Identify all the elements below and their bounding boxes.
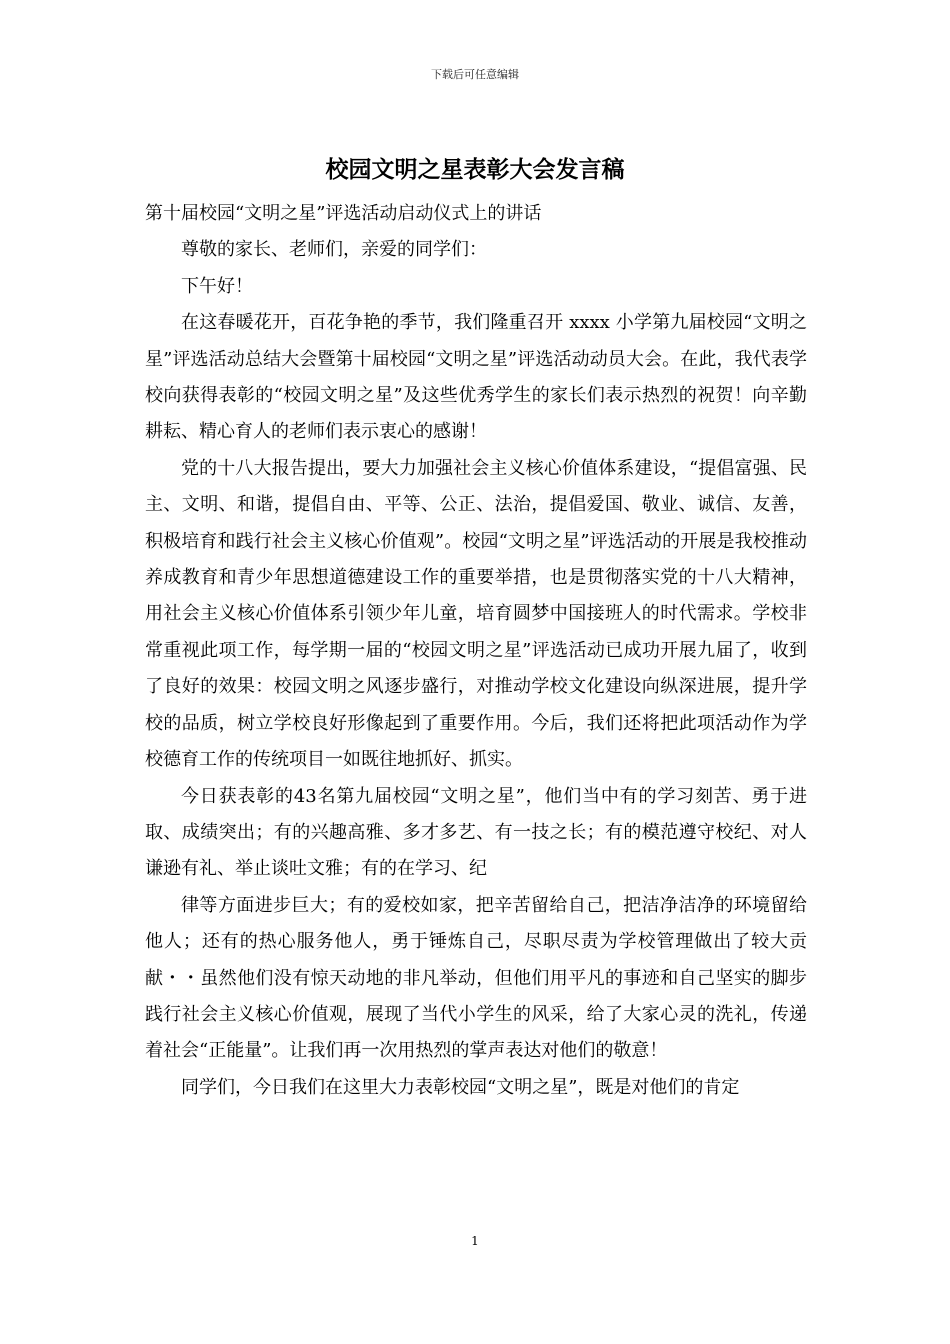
paragraph-core-values: 党的十八大报告提出，要大力加强社会主义核心价值体系建设，“提倡富强、民主、文明、和谐，提倡自由、平等、公正、法治，提倡爱国、敬业、诚信、友善，积极培育和践行社会主义核心价值观”。校园“文明之星”评选活动的开展是我校推动养成教育和青少年思想道德建设工作的重要举措，也是贯彻落实党的十八大精神，用社会主义核心价值体系引领少年儿童，培育圆梦中国接班人的时代需求。学校非常重视此项工作，每学期一届的“校园文明之星”评选活动已成功开展九届了，收到了良好的效果：校园文明之风逐步盛行，对推动学校文化建设向纵深进展，提升学校的品质，树立学校良好形像起到了重要作用。今后，我们还将把此项活动作为学校德育工作的传统项目一如既往地抓好、抓实。: [145, 457, 807, 771]
paragraph-greeting: 尊敬的家长、老师们，亲爱的同学们：: [181, 239, 487, 261]
header-note: 下载后可任意编辑: [431, 68, 519, 81]
paragraph-honorees-continued: 律等方面进步巨大；有的爱校如家，把辛苦留给自己，把洁净洁净的环境留给他人；还有的热心服务他人，勇于锤炼自己，尽职尽责为学校管理做出了较大贡献・・虽然他们没有惊天动地的非凡举动，但他们用平凡的事迹和自己坚实的脚步践行社会主义核心价值观，展现了当代小学生的风采，给了大家心灵的洗礼，传递着社会“正能量”。让我们再一次用热烈的掌声表达对他们的敬意！: [145, 894, 807, 1062]
document-body: [145, 196, 807, 1106]
paragraph-opening: 在这春暖花开，百花争艳的季节，我们隆重召开 xxxx 小学第九届校园“文明之星”评选活动总结大会暨第十届校园“文明之星”评选活动动员大会。在此，我代表学校向获得表彰的“校园文明之星”及这些优秀学生的家长们表示热烈的祝贺！向辛勤耕耘、精心育人的老师们表示衷心的感谢！: [145, 312, 807, 443]
page-number: 1: [471, 1234, 479, 1248]
document-title: 校园文明之星表彰大会发言稿: [325, 156, 625, 183]
paragraph-good-afternoon: 下午好！: [181, 275, 253, 297]
paragraph-closing: 同学们，今日我们在这里大力表彰校园“文明之星”，既是对他们的肯定: [181, 1076, 740, 1098]
document-subtitle: 第十届校园“文明之星”评选活动启动仪式上的讲话: [145, 203, 542, 224]
paragraph-honorees: 今日获表彰的43名第九届校园“文明之星”，他们当中有的学习刻苦、勇于进取、成绩突出；有的兴趣高雅、多才多艺、有一技之长；有的模范遵守校纪、对人谦逊有礼、举止谈吐文雅；有的在学习、纪: [145, 785, 807, 880]
